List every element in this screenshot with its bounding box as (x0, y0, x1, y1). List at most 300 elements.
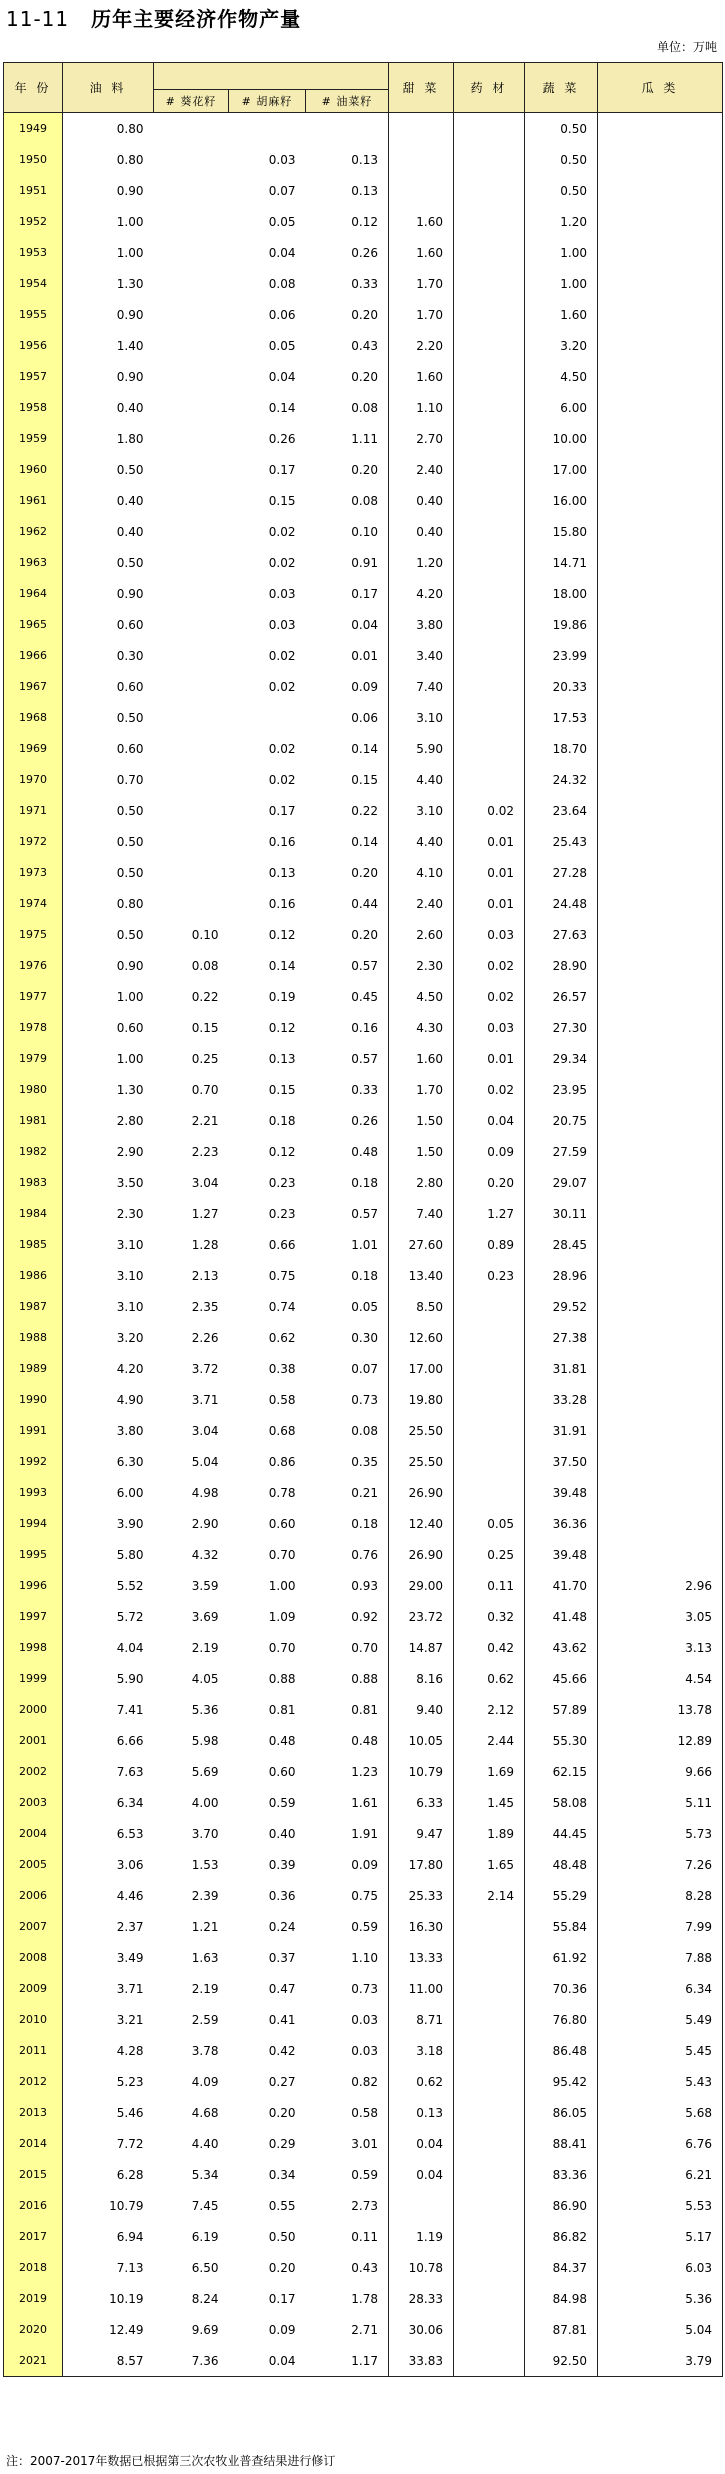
cell-beet: 7.40 (389, 1198, 454, 1229)
cell-medicinal: 0.02 (454, 950, 525, 981)
cell-oil: 1.00 (63, 1043, 154, 1074)
cell-vegetables: 24.48 (525, 888, 598, 919)
cell-medicinal (454, 2314, 525, 2345)
cell-beet: 25.33 (389, 1880, 454, 1911)
cell-melons: 8.28 (598, 1880, 723, 1911)
cell-medicinal: 1.65 (454, 1849, 525, 1880)
cell-sunflower (154, 206, 229, 237)
cell-melons (598, 330, 723, 361)
cell-beet: 13.33 (389, 1942, 454, 1973)
cell-melons (598, 206, 723, 237)
cell-medicinal (454, 268, 525, 299)
cell-sunflower (154, 485, 229, 516)
cell-sunflower: 2.39 (191, 1888, 219, 1903)
cell-sesame: 0.12 (268, 1144, 296, 1159)
cell-year: 1995 (4, 1539, 63, 1570)
cell-beet: 9.47 (389, 1818, 454, 1849)
cell-medicinal (454, 175, 525, 206)
cell-rapeseed: 1.61 (351, 1795, 379, 1810)
cell-melons: 5.11 (598, 1787, 723, 1818)
cell-medicinal: 0.42 (454, 1632, 525, 1663)
cell-beet: 2.20 (389, 330, 454, 361)
table-row (4, 1012, 723, 1043)
col-header-oil: 油 料 (63, 63, 154, 113)
cell-medicinal (454, 299, 525, 330)
cell-melons: 13.78 (598, 1694, 723, 1725)
cell-medicinal (454, 702, 525, 733)
cell-beet: 4.50 (389, 981, 454, 1012)
table-row (4, 795, 723, 826)
cell-vegetables: 41.48 (525, 1601, 598, 1632)
cell-year: 2015 (4, 2159, 63, 2190)
cell-sunflower: 2.19 (191, 1981, 219, 1996)
cell-oil: 0.60 (63, 733, 154, 764)
cell-rapeseed: 0.01 (351, 648, 379, 663)
cell-year: 1949 (4, 113, 63, 145)
cell-medicinal (454, 1353, 525, 1384)
cell-sesame: 0.12 (268, 927, 296, 942)
cell-melons (598, 702, 723, 733)
cell-sesame: 0.17 (268, 2291, 296, 2306)
cell-melons (598, 764, 723, 795)
cell-rapeseed: 0.17 (351, 586, 379, 601)
cell-year: 1981 (4, 1105, 63, 1136)
cell-sesame: 0.03 (268, 617, 296, 632)
cell-medicinal (454, 2221, 525, 2252)
cell-sunflower: 4.09 (191, 2074, 219, 2089)
cell-sesame: 1.00 (268, 1578, 296, 1593)
cell-beet: 2.60 (389, 919, 454, 950)
cell-year: 1992 (4, 1446, 63, 1477)
cell-medicinal (454, 2252, 525, 2283)
cell-sesame: 0.50 (268, 2229, 296, 2244)
cell-sesame: 0.41 (268, 2012, 296, 2027)
table-row (4, 206, 723, 237)
cell-oil: 4.90 (63, 1384, 154, 1415)
cell-melons (598, 1384, 723, 1415)
cell-beet: 0.13 (389, 2097, 454, 2128)
cell-melons (598, 423, 723, 454)
cell-medicinal (454, 423, 525, 454)
cell-medicinal (454, 2097, 525, 2128)
cell-beet: 11.00 (389, 1973, 454, 2004)
cell-oil: 0.90 (63, 299, 154, 330)
cell-sesame: 0.03 (268, 586, 296, 601)
cell-beet: 28.33 (389, 2283, 454, 2314)
cell-medicinal: 0.23 (454, 1260, 525, 1291)
cell-year: 1961 (4, 485, 63, 516)
cell-vegetables: 23.99 (525, 640, 598, 671)
cell-oil: 0.40 (63, 516, 154, 547)
cell-vegetables: 27.30 (525, 1012, 598, 1043)
cell-medicinal (454, 2159, 525, 2190)
col-header-vegetables: 蔬 菜 (525, 63, 598, 113)
cell-melons (598, 1446, 723, 1477)
cell-melons (598, 1012, 723, 1043)
table-row (4, 981, 723, 1012)
table-row (4, 330, 723, 361)
cell-sunflower: 5.69 (191, 1764, 219, 1779)
cell-melons (598, 516, 723, 547)
cell-oil: 7.63 (63, 1756, 154, 1787)
cell-beet: 4.30 (389, 1012, 454, 1043)
cell-sunflower (154, 268, 229, 299)
cell-rapeseed: 1.01 (351, 1237, 379, 1252)
cell-oil: 5.90 (63, 1663, 154, 1694)
cell-medicinal (454, 330, 525, 361)
cell-medicinal (454, 237, 525, 268)
cell-rapeseed: 0.76 (351, 1547, 379, 1562)
cell-oil: 0.90 (63, 578, 154, 609)
cell-sunflower: 3.04 (191, 1423, 219, 1438)
table-title (6, 4, 301, 34)
cell-sunflower: 5.04 (191, 1454, 219, 1469)
cell-medicinal: 0.62 (454, 1663, 525, 1694)
cell-melons: 2.96 (598, 1570, 723, 1601)
cell-sesame: 0.04 (229, 2345, 306, 2377)
cell-sesame: 0.13 (268, 865, 296, 880)
table-row (4, 2128, 723, 2159)
cell-beet: 6.33 (389, 1787, 454, 1818)
table-row (4, 1880, 723, 1911)
cell-vegetables: 3.20 (525, 330, 598, 361)
cell-vegetables: 27.38 (525, 1322, 598, 1353)
cell-sesame: 0.27 (268, 2074, 296, 2089)
cell-year: 2009 (4, 1973, 63, 2004)
table-row (4, 2004, 723, 2035)
cell-rapeseed: 0.57 (351, 1051, 379, 1066)
cell-oil: 4.46 (63, 1880, 154, 1911)
cell-oil: 1.30 (63, 1074, 154, 1105)
cell-sesame: 0.23 (268, 1206, 296, 1221)
cell-beet: 2.40 (389, 888, 454, 919)
table-row (4, 1167, 723, 1198)
cell-beet: 2.80 (389, 1167, 454, 1198)
cell-sunflower: 6.50 (191, 2260, 219, 2275)
col-header-year: 年 份 (4, 63, 63, 113)
cell-year: 2012 (4, 2066, 63, 2097)
cell-year: 1978 (4, 1012, 63, 1043)
cell-sunflower: 7.45 (191, 2198, 219, 2213)
cell-sunflower: 1.28 (191, 1237, 219, 1252)
cell-sesame: 0.16 (268, 896, 296, 911)
cell-sunflower: 2.13 (191, 1268, 219, 1283)
cell-beet: 8.50 (389, 1291, 454, 1322)
cell-medicinal (454, 2035, 525, 2066)
cell-medicinal: 0.09 (454, 1136, 525, 1167)
cell-oil: 3.20 (63, 1322, 154, 1353)
cell-beet: 8.16 (389, 1663, 454, 1694)
cell-year: 2008 (4, 1942, 63, 1973)
cell-sunflower: 2.21 (191, 1113, 219, 1128)
cell-year: 1996 (4, 1570, 63, 1601)
cell-oil: 7.72 (63, 2128, 154, 2159)
cell-sunflower: 0.10 (191, 927, 219, 942)
cell-vegetables: 27.59 (525, 1136, 598, 1167)
cell-sesame: 0.62 (268, 1330, 296, 1345)
table-row (4, 2035, 723, 2066)
cell-beet: 29.00 (389, 1570, 454, 1601)
cell-vegetables: 17.53 (525, 702, 598, 733)
cell-vegetables: 20.33 (525, 671, 598, 702)
cell-vegetables: 92.50 (525, 2345, 598, 2377)
cell-sesame: 0.40 (268, 1826, 296, 1841)
cell-vegetables: 4.50 (525, 361, 598, 392)
cell-oil: 3.21 (63, 2004, 154, 2035)
cell-year: 2017 (4, 2221, 63, 2252)
col-header-rapeseed: # 油菜籽 (306, 90, 389, 113)
cell-year: 1991 (4, 1415, 63, 1446)
table-row (4, 485, 723, 516)
cell-sesame: 0.17 (268, 462, 296, 477)
cell-vegetables: 55.30 (525, 1725, 598, 1756)
cell-rapeseed: 0.08 (351, 400, 379, 415)
cell-oil: 0.40 (63, 485, 154, 516)
table-row (4, 1446, 723, 1477)
cell-beet (389, 175, 454, 206)
cell-medicinal: 0.05 (454, 1508, 525, 1539)
cell-melons: 5.49 (598, 2004, 723, 2035)
cell-sunflower (154, 361, 229, 392)
table-row (4, 919, 723, 950)
cell-rapeseed: 0.48 (351, 1144, 379, 1159)
cell-medicinal (454, 547, 525, 578)
cell-year: 1983 (4, 1167, 63, 1198)
cell-melons (598, 113, 723, 145)
cell-melons (598, 1198, 723, 1229)
cell-sunflower (154, 764, 229, 795)
cell-vegetables: 19.86 (525, 609, 598, 640)
cell-melons (598, 299, 723, 330)
cell-medicinal (454, 1911, 525, 1942)
cell-sesame: 0.23 (268, 1175, 296, 1190)
cell-oil: 4.20 (63, 1353, 154, 1384)
table-row (4, 2159, 723, 2190)
cell-sunflower (154, 671, 229, 702)
cell-year: 1967 (4, 671, 63, 702)
cell-beet: 2.70 (389, 423, 454, 454)
cell-sesame: 0.60 (268, 1764, 296, 1779)
cell-medicinal (454, 2004, 525, 2035)
cell-melons (598, 1229, 723, 1260)
cell-oil: 3.06 (63, 1849, 154, 1880)
cell-sunflower: 5.98 (191, 1733, 219, 1748)
cell-vegetables: 24.32 (525, 764, 598, 795)
cell-year: 1987 (4, 1291, 63, 1322)
table-row (4, 1942, 723, 1973)
cell-sunflower (154, 795, 229, 826)
cell-beet: 26.90 (389, 1539, 454, 1570)
table-row (4, 1136, 723, 1167)
cell-sunflower: 3.04 (191, 1175, 219, 1190)
table-row (4, 144, 723, 175)
cell-vegetables: 14.71 (525, 547, 598, 578)
cell-medicinal (454, 361, 525, 392)
cell-year: 1982 (4, 1136, 63, 1167)
cell-medicinal: 0.25 (454, 1539, 525, 1570)
col-header-sunflower: # 葵花籽 (154, 90, 229, 113)
cell-year: 1965 (4, 609, 63, 640)
cell-vegetables: 43.62 (525, 1632, 598, 1663)
cell-oil: 3.49 (63, 1942, 154, 1973)
table-row (4, 1477, 723, 1508)
cell-beet: 1.60 (389, 206, 454, 237)
cell-year: 1998 (4, 1632, 63, 1663)
cell-sesame: 0.09 (268, 2322, 296, 2337)
table-row (4, 1539, 723, 1570)
cell-medicinal: 1.89 (454, 1818, 525, 1849)
cell-medicinal: 1.45 (454, 1787, 525, 1818)
table-body (4, 113, 723, 2377)
cell-vegetables: 76.80 (525, 2004, 598, 2035)
cell-year: 1993 (4, 1477, 63, 1508)
cell-medicinal: 1.69 (454, 1756, 525, 1787)
cell-oil: 6.66 (63, 1725, 154, 1756)
cell-beet: 25.50 (389, 1446, 454, 1477)
table-row (4, 1508, 723, 1539)
cell-year: 2014 (4, 2128, 63, 2159)
cell-sunflower: 7.36 (154, 2345, 229, 2377)
cell-year: 2011 (4, 2035, 63, 2066)
cell-rapeseed: 0.06 (351, 710, 379, 725)
cell-melons: 5.68 (598, 2097, 723, 2128)
cell-year: 1988 (4, 1322, 63, 1353)
cell-melons: 5.45 (598, 2035, 723, 2066)
cell-medicinal: 0.04 (454, 1105, 525, 1136)
col-header-oil-sub-group (154, 63, 389, 90)
cell-sesame: 0.02 (268, 741, 296, 756)
cell-sesame: 0.15 (268, 1082, 296, 1097)
cell-rapeseed: 0.14 (351, 741, 379, 756)
cell-melons: 5.36 (598, 2283, 723, 2314)
table-row (4, 578, 723, 609)
cell-beet: 16.30 (389, 1911, 454, 1942)
cell-sesame: 0.78 (268, 1485, 296, 1500)
cell-medicinal: 0.03 (454, 919, 525, 950)
cell-rapeseed: 0.93 (351, 1578, 379, 1593)
cell-rapeseed: 0.20 (351, 307, 379, 322)
cell-medicinal: 0.32 (454, 1601, 525, 1632)
cell-rapeseed: 0.18 (351, 1175, 379, 1190)
cell-rapeseed: 0.91 (351, 555, 379, 570)
cell-beet (389, 113, 454, 145)
cell-vegetables: 57.89 (525, 1694, 598, 1725)
cell-medicinal (454, 2190, 525, 2221)
table-row (4, 1322, 723, 1353)
cell-sesame: 0.34 (268, 2167, 296, 2182)
cell-melons (598, 888, 723, 919)
col-header-sesame: # 胡麻籽 (229, 90, 306, 113)
cell-sesame: 0.38 (268, 1361, 296, 1376)
cell-beet: 9.40 (389, 1694, 454, 1725)
cell-beet: 2.30 (389, 950, 454, 981)
cell-vegetables: 55.84 (525, 1911, 598, 1942)
cell-sesame: 0.05 (268, 214, 296, 229)
cell-vegetables: 16.00 (525, 485, 598, 516)
cell-sesame: 0.47 (268, 1981, 296, 1996)
cell-melons (598, 1539, 723, 1570)
cell-rapeseed: 0.92 (351, 1609, 379, 1624)
cell-vegetables: 17.00 (525, 454, 598, 485)
cell-oil: 0.70 (63, 764, 154, 795)
cell-rapeseed: 0.58 (351, 2105, 379, 2120)
table-row (4, 1849, 723, 1880)
cell-vegetables: 48.48 (525, 1849, 598, 1880)
cell-medicinal (454, 392, 525, 423)
table-row (4, 1074, 723, 1105)
cell-vegetables: 1.20 (525, 206, 598, 237)
cell-sunflower: 5.34 (191, 2167, 219, 2182)
cell-medicinal (454, 206, 525, 237)
cell-medicinal (454, 1384, 525, 1415)
cell-year: 1962 (4, 516, 63, 547)
cell-oil: 10.19 (63, 2283, 154, 2314)
cell-oil: 7.13 (63, 2252, 154, 2283)
table-row (4, 1663, 723, 1694)
cell-sunflower: 3.69 (191, 1609, 219, 1624)
cell-rapeseed: 0.73 (351, 1981, 379, 1996)
cell-vegetables: 84.98 (525, 2283, 598, 2314)
cell-oil: 0.50 (63, 795, 154, 826)
cell-sunflower: 3.72 (191, 1361, 219, 1376)
cell-oil: 5.80 (63, 1539, 154, 1570)
cell-year: 1971 (4, 795, 63, 826)
cell-sesame: 0.13 (268, 1051, 296, 1066)
cell-year: 2002 (4, 1756, 63, 1787)
cell-medicinal (454, 1291, 525, 1322)
cell-sesame: 0.03 (268, 152, 296, 167)
cell-medicinal (454, 671, 525, 702)
cell-beet: 1.70 (389, 299, 454, 330)
cell-sesame: 0.15 (268, 493, 296, 508)
cell-melons (598, 454, 723, 485)
cell-melons: 5.73 (598, 1818, 723, 1849)
cell-medicinal: 2.44 (454, 1725, 525, 1756)
table-row (4, 237, 723, 268)
table-row (4, 2252, 723, 2283)
cell-beet: 0.04 (389, 2159, 454, 2190)
cell-oil: 3.90 (63, 1508, 154, 1539)
table-row (4, 2066, 723, 2097)
footnote: 注：2007-2017年数据已根据第三次农牧业普查结果进行修订 (6, 2454, 336, 2468)
cell-oil: 4.28 (63, 2035, 154, 2066)
cell-year: 1952 (4, 206, 63, 237)
cell-sesame: 0.48 (268, 1733, 296, 1748)
cell-vegetables: 15.80 (525, 516, 598, 547)
table-row (4, 1384, 723, 1415)
cell-year: 2019 (4, 2283, 63, 2314)
cell-vegetables: 45.66 (525, 1663, 598, 1694)
table-row (4, 733, 723, 764)
cell-vegetables: 0.50 (525, 113, 598, 145)
cell-sunflower (154, 640, 229, 671)
cell-beet: 1.19 (389, 2221, 454, 2252)
cell-vegetables: 1.00 (525, 268, 598, 299)
cell-sunflower: 2.26 (191, 1330, 219, 1345)
cell-rapeseed: 0.33 (351, 276, 379, 291)
cell-beet: 5.90 (389, 733, 454, 764)
cell-rapeseed: 1.23 (351, 1764, 379, 1779)
cell-rapeseed: 0.81 (351, 1702, 379, 1717)
cell-beet (389, 144, 454, 175)
cell-medicinal: 0.01 (454, 857, 525, 888)
cell-oil: 1.40 (63, 330, 154, 361)
cell-rapeseed: 0.16 (351, 1020, 379, 1035)
cell-melons (598, 547, 723, 578)
cell-melons: 5.17 (598, 2221, 723, 2252)
cell-year: 1953 (4, 237, 63, 268)
cell-year: 2006 (4, 1880, 63, 1911)
